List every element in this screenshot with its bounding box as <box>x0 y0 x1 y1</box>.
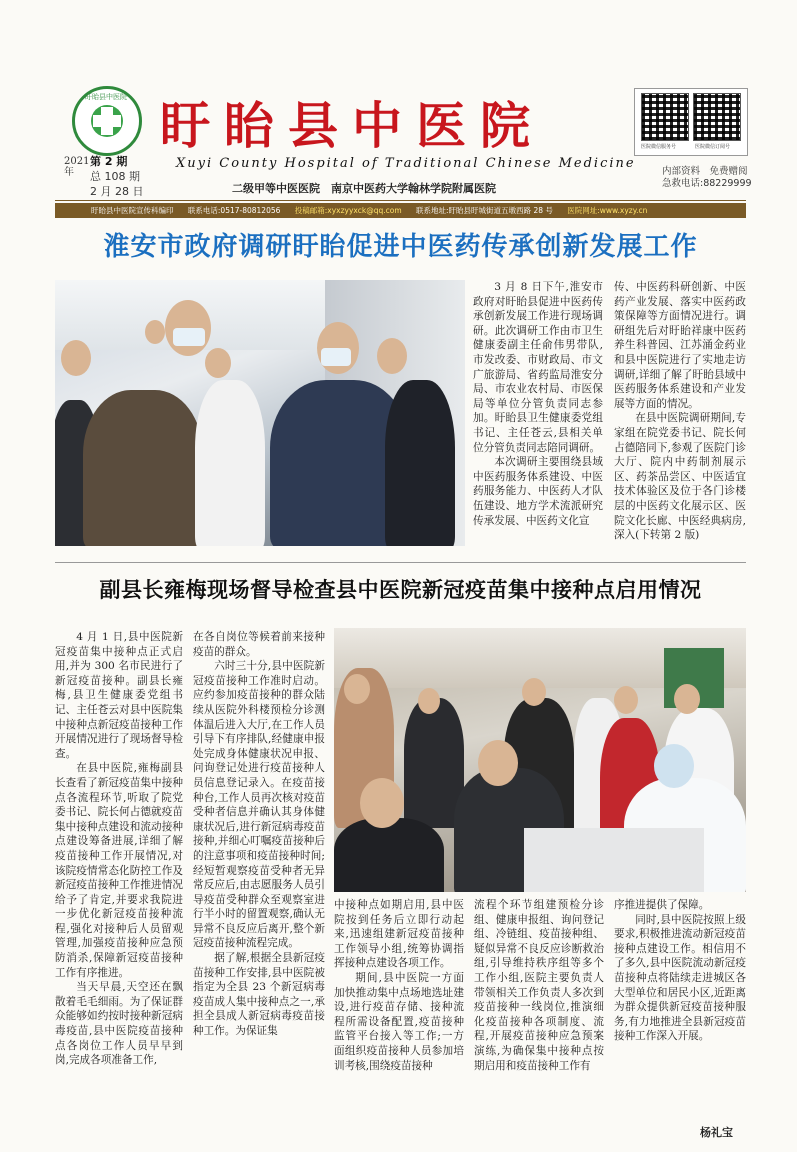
article2-column-5 <box>614 898 746 1044</box>
info-phone: 联系电话:0517-80812056 <box>187 206 281 215</box>
masthead-subtitle: 二级甲等中医医院 南京中医药大学翰林学院附属医院 <box>232 182 496 195</box>
article2-paragraph: 当天早晨,天空还在飘散着毛毛细雨。为了保证群众能够如约按时接种新冠病毒疫苗,县中医院疫苗接种点各岗位工作人员早早到岗,完成各项准备工作, <box>55 981 183 1067</box>
info-editor: 盱眙县中医院宣传科编印 <box>91 206 174 215</box>
issue-number: 第 2 期 <box>90 155 128 168</box>
article2-column-3 <box>334 898 464 1073</box>
article2-paragraph: 同时,县中医院按照上级要求,积极推进流动新冠疫苗接种点建设工作。相信用不了多久,县中医院流动新冠疫苗接种点将陆续走进城区各大型单位和居民小区,近距离为群众提供新冠疫苗接种服务,有力地推进全县新冠疫苗接种工作深入开展。 <box>614 913 746 1043</box>
internal-notice <box>662 166 752 190</box>
issue-info <box>90 154 144 199</box>
article2-author: 杨礼宝 <box>700 1126 733 1139</box>
english-title: Xuyi County Hospital of Traditional Chinese Medicine <box>176 156 636 171</box>
issue-year: 2021年 <box>64 156 90 178</box>
divider <box>55 200 746 201</box>
article2-column-2 <box>193 630 325 1039</box>
article2-paragraph: 4 月 1 日,县中医院新冠疫苗集中接种点正式启用,并为 300 名市民进行了新冠疫苗接种。副县长雍梅,县卫生健康委党组书记、主任苍云对县中医院集中接种点新冠疫苗接种工作开展情况进行了现场督导检查。 <box>55 631 183 760</box>
article1-headline: 淮安市政府调研盱眙促进中医药传承创新发展工作 <box>103 232 698 262</box>
article1-paragraph: 传、中医药科研创新、中医药产业发展、落实中医药政策保障等方面情况进行。调研组先后对盱眙祥康中医药养生科普园、江苏涌金药业和县中医院进行了实地走访调研,详细了解了盱眙县域中医药服务体系建设和产业发展等方面的情况。 <box>614 281 746 410</box>
hospital-logo <box>72 86 142 156</box>
article2-paragraph: 流程个环节组建预检分诊组、健康申报组、询问登记组、冷链组、疫苗接种组、疑似异常不良反应诊断救治组,引导维持秩序组等多个工作小组,医院主要负责人带领相关工作负责人多次到疫苗接种一线岗位,推演细化疫苗接种各项制度、流程,开展疫苗接种应急预案演练,为确保集中接种点按期启用和疫苗接种工作有 <box>474 899 604 1072</box>
article2-paragraph: 中接种点如期启用,县中医院按到任务后立即行动起来,迅速组建新冠疫苗接种工作领导小组,统筹协调指挥接种点建设各项工作。 <box>334 899 464 970</box>
article1-column-1 <box>473 280 603 528</box>
issue-date: 2 月 28 日 <box>90 185 144 198</box>
article1-paragraph: 本次调研主要围绕县域中医药服务体系建设、中医药服务能力、中医药人才队伍建设、地方学术流派研究传承发展、中医药文化宣 <box>473 456 603 527</box>
logo-text: 盱眙县中医院 <box>85 93 127 101</box>
issue-total: 总 108 期 <box>90 170 140 183</box>
info-address: 联系地址:盱眙县盱城街道五墩西路 28 号 <box>416 206 553 215</box>
qr-code-service <box>641 93 689 141</box>
article2-paragraph: 在各自岗位等候着前来接种疫苗的群众。 <box>193 631 325 658</box>
divider <box>55 562 746 563</box>
article2-photo <box>334 628 746 892</box>
article1-paragraph: 在县中医院调研期间,专家组在院党委书记、院长何占德陪同下,参观了医院门诊大厅、院内中药制剂展示区、药茶品尝区、中医适宜技术体验区及位于各门诊楼层的中医药文化展示区、医院文化长廊、中医经典病房,深入(下转第 2 版) <box>614 412 746 542</box>
article2-column-4 <box>474 898 604 1073</box>
article2-paragraph: 在县中医院,雍梅副县长查看了新冠疫苗集中接种点各流程环节,听取了院党委书记、院长何占德就疫苗集中接种点建设和流动接种点建设筹备进展,详细了解疫苗接种工作开展情况,对该院疫情常态化防控工作及新冠疫苗接种工作推进情况给予了肯定,并要求我院进一步优化新冠疫苗接种流程,强化对接种后人员留观管理,加强疫苗接种应急预防消杀,保障新冠疫苗接种工作有序推进。 <box>55 762 183 979</box>
internal-free: 内部资料 免费赠阅 <box>662 166 748 177</box>
article2-headline: 副县长雍梅现场督导检查县中医院新冠疫苗集中接种点启用情况 <box>99 577 702 602</box>
article2-paragraph: 期间,县中医院一方面加快推动集中点场地选址建设,进行疫苗存储、接种流程所需设备配置,疫苗接种监管平台接入等工作;一方面组织疫苗接种人员参加培训考核,围绕疫苗接种 <box>334 971 464 1072</box>
article1-column-2 <box>614 280 746 543</box>
article2-paragraph: 序推进提供了保障。 <box>614 899 710 911</box>
info-website[interactable]: 医院网址:www.xyzy.cn <box>567 206 648 215</box>
qr-code-panel <box>634 88 748 156</box>
article2-column-1 <box>55 630 183 1068</box>
info-email[interactable]: 投稿邮箱:xyxzyyxck@qq.com <box>294 206 402 215</box>
qr-code-subscription <box>693 93 741 141</box>
qr-caption-service: 医院微信服务号 <box>641 144 677 150</box>
article1-photo <box>55 280 465 546</box>
emergency-phone: 急救电话:88229999 <box>662 178 752 189</box>
info-bar <box>55 203 746 218</box>
newspaper-title: 盱眙县中医院 <box>160 96 544 155</box>
article2-paragraph: 六时三十分,县中医院新冠疫苗接种工作准时启动。应约参加疫苗接种的群众陆续从医院外科楼预检分诊测体温后进入大厅,在工作人员引导下有序排队,经健康申报处完成身体健康状况申报、问询登记处进行疫苗接种人员信息登记录入。在疫苗接种台,工作人员再次核对疫苗受种者信息并确认其身体健康状况后,进行新冠病毒疫苗接种,并细心叮嘱疫苗接种后的注意事项和疫苗接种时间;经短暂观察疫苗受种者无异常反应后,由志愿服务人员引导疫苗受种群众至观察室进行半小时的留置观察,确认无异常不良反应后离开,整个新冠疫苗接种流程完成。 <box>193 660 325 950</box>
article1-paragraph: 3 月 8 日下午,淮安市政府对盱眙县促进中医药传承创新发展工作进行现场调研。此次调研工作由市卫生健康委副主任俞伟男带队,市发改委、市财政局、市文广旅游局、省药监局淮安分局、市农业农村局、市医保局等单位分管负责同志参加。盱眙县卫生健康委党组书记、主任苍云,县相关单位分管负责同志陪同调研。 <box>473 281 603 454</box>
article2-paragraph: 据了解,根据全县新冠疫苗接种工作安排,县中医院被指定为全县 23 个新冠病毒疫苗成人集中接种点之一,承担全县成人新冠病毒疫苗接种工作。为保证集 <box>193 952 325 1038</box>
qr-caption-subscription: 医院微信订阅号 <box>695 144 731 150</box>
